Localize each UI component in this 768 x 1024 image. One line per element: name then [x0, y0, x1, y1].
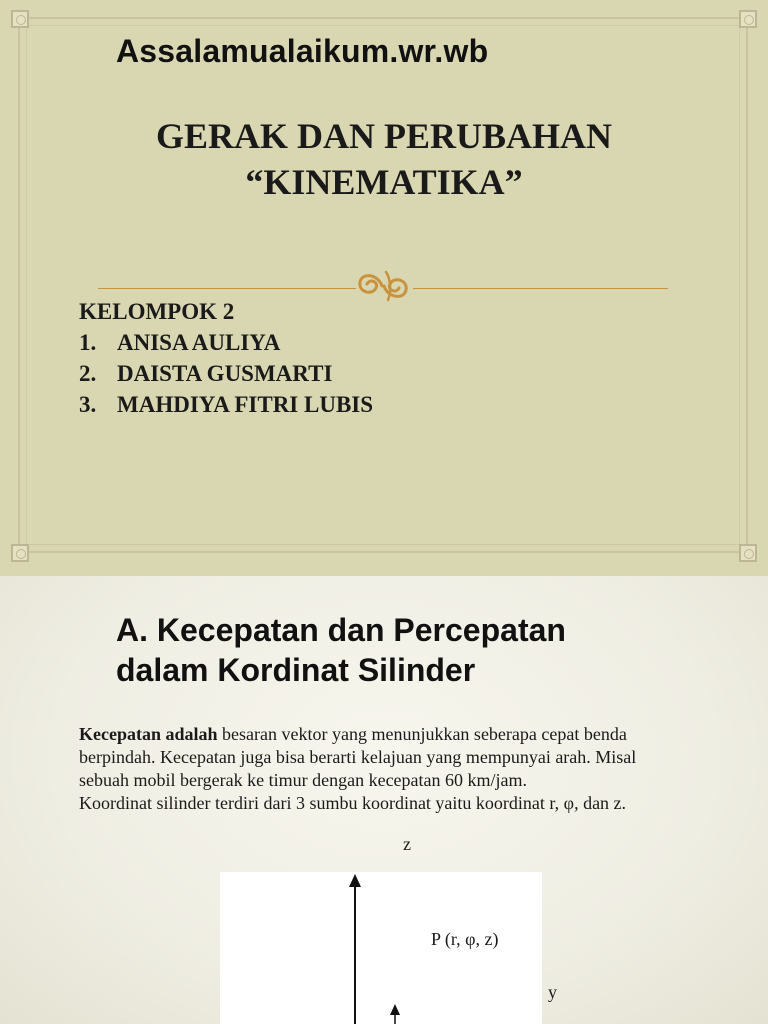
group-section — [79, 296, 373, 420]
section-heading-line1: A. Kecepatan dan Percepatan — [116, 612, 566, 648]
z-axis-arrowhead — [349, 874, 361, 887]
frame-corner-ornament — [11, 544, 29, 562]
definition-body: besaran vektor yang menunjukkan seberapa cepat benda berpindah. Kecepatan juga bisa berarti kelajuan yang mempunyai arah. Misal sebuah mobil bergerak ke timur dengan kecepatan 60 km/jam. — [79, 724, 637, 790]
frame-corner-ornament — [739, 544, 757, 562]
slide-title-line2: “KINEMATIKA” — [245, 162, 523, 202]
member-name: ANISA AULIYA — [117, 330, 281, 355]
body-paragraph — [79, 723, 689, 815]
point-label: P (r, φ, z) — [431, 929, 499, 949]
y-axis-arrowhead — [390, 1004, 400, 1015]
greeting-text: Assalamualaikum.wr.wb — [116, 33, 489, 69]
content-slide — [0, 576, 768, 1024]
frame-corner-ornament — [739, 10, 757, 28]
axis-label-y: y — [548, 982, 557, 1002]
slide-title-line1: GERAK DAN PERUBAHAN — [155, 116, 612, 156]
divider-line-left — [98, 288, 356, 289]
list-item — [79, 358, 373, 389]
list-item — [79, 327, 373, 358]
definition-lead: Kecepatan adalah — [79, 724, 218, 744]
member-list — [79, 327, 373, 420]
group-label: KELOMPOK 2 — [79, 299, 235, 324]
definition-text — [79, 723, 689, 792]
divider-line-right — [413, 288, 668, 289]
member-number: 1. — [79, 330, 97, 355]
member-number: 2. — [79, 361, 97, 386]
section-heading — [116, 610, 566, 690]
list-item — [79, 389, 373, 420]
slide-title — [0, 113, 768, 205]
coordinate-text: Koordinat silinder terdiri dari 3 sumbu koordinat yaitu koordinat r, φ, dan z. — [79, 793, 627, 813]
section-heading-line2: dalam Kordinat Silinder — [116, 652, 476, 688]
frame-corner-ornament — [11, 10, 29, 28]
member-name: DAISTA GUSMARTI — [117, 361, 333, 386]
axis-label-z: z — [403, 834, 411, 854]
member-number: 3. — [79, 392, 97, 417]
member-name: MAHDIYA FITRI LUBIS — [117, 392, 374, 417]
